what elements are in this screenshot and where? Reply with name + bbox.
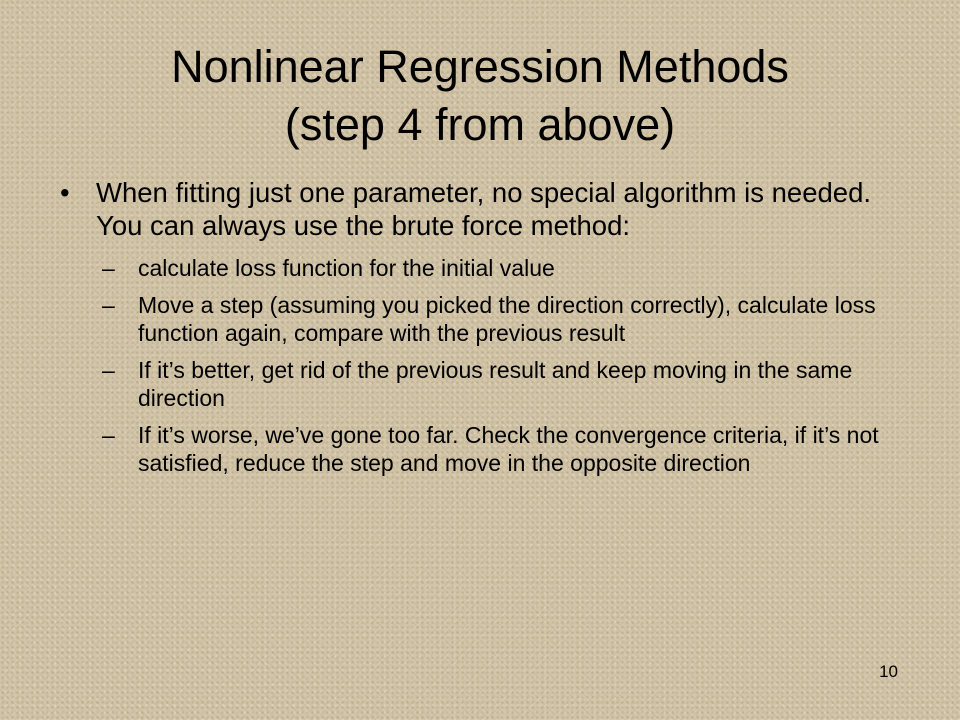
sub-bullet-text: Move a step (assuming you picked the direction correctly), calculate loss function again, compare with the previous result	[138, 292, 876, 346]
slide-title-line-2: (step 4 from above)	[284, 99, 676, 150]
sub-bullet-marker: –	[102, 255, 115, 281]
bullet-item	[60, 176, 910, 242]
page-number: 10	[879, 662, 898, 681]
bullet-marker: •	[60, 177, 70, 208]
sub-bullet-marker: –	[102, 357, 115, 383]
slide-title	[60, 38, 900, 154]
sub-bullet-text: If it’s better, get rid of the previous result and keep moving in the same direction	[138, 357, 853, 411]
sub-bullet-marker: –	[102, 292, 115, 318]
sub-bullet-text: If it’s worse, we’ve gone too far. Check the convergence criteria, if it’s not satisfied, reduce the step and move in the opposite direction	[138, 422, 879, 476]
bullet-text: When fitting just one parameter, no special algorithm is needed. You can always use the brute force method:	[96, 177, 872, 241]
sub-bullet-text: calculate loss function for the initial value	[138, 255, 555, 281]
slide-body	[60, 176, 910, 486]
sub-bullet-marker: –	[102, 422, 115, 448]
slide-title-line-1: Nonlinear Regression Methods	[171, 41, 789, 92]
sub-bullet-item	[60, 421, 910, 477]
sub-bullet-list	[60, 254, 910, 477]
sub-bullet-item	[60, 254, 910, 282]
sub-bullet-item	[60, 291, 910, 347]
sub-bullet-item	[60, 356, 910, 412]
